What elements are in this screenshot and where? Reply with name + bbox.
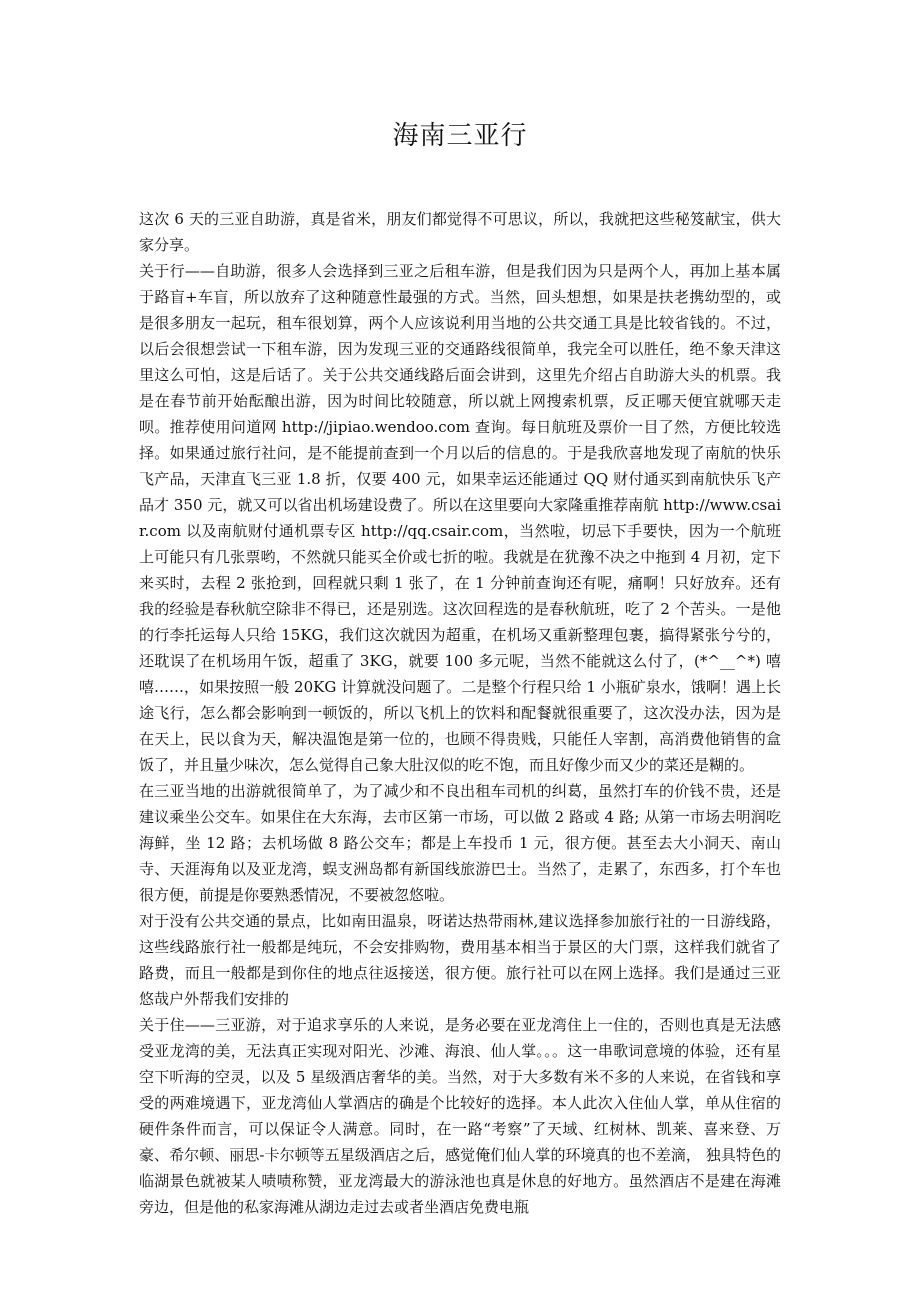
document-body [139, 206, 781, 1220]
paragraph-local-travel: 在三亚当地的出游就很简单了，为了减少和不良出租车司机的纠葛，虽然打车的价钱不贵，还是建议乘坐公交车。如果住在大东海，去市区第一市场，可以做 2 路或 4 路; 从第一市场去明润吃海鲜，坐 12 路；去机场做 8 路公交车；都是上车投币 1 元，很方便。甚至去大小洞天、南山寺、天涯海角以及亚龙湾，蜈支洲岛都有新国线旅游巴士。当然了，走累了，东西多，打个车也很方便，前提是你要熟悉情况，不要被忽悠啦。 [139, 782, 781, 904]
paragraph-intro: 这次 6 天的三亚自助游，真是省米，朋友们都觉得不可思议，所以，我就把这些秘笈献宝，供大家分享。 [139, 210, 781, 254]
paragraph-transport: 关于行——自助游，很多人会选择到三亚之后租车游，但是我们因为只是两个人，再加上基本属于路盲+车盲，所以放弃了这种随意性最强的方式。当然，回头想想，如果是扶老携幼型的，或是很多朋友一起玩，租车很划算，两个人应该说利用当地的公共交通工具是比较省钱的。不过，以后会很想尝试一下租车游，因为发现三亚的交通路线很简单，我完全可以胜任，绝不象天津这里这么可怕，这是后话了。关于公共交通线路后面会讲到，这里先介绍占自助游大头的机票。我是在春节前开始酝酿出游，因为时间比较随意，所以就上网搜索机票，反正哪天便宜就哪天走呗。推荐使用问道网 http://jipiao.wendoo.com 查询。每日航班及票价一目了然，方便比较选择。如果通过旅行社问，是不能提前查到一个月以后的信息的。于是我欣喜地发现了南航的快乐飞产品，天津直飞三亚 1.8 折，仅要 400 元，如果幸运还能通过 QQ 财付通买到南航快乐飞产品才 350 元，就又可以省出机场建设费了。所以在这里要向大家隆重推荐南航 http://www.csair.com 以及南航财付通机票专区 http://qq.csair.com，当然啦，切忌下手要快，因为一个航班上可能只有几张票哟，不然就只能买全价或七折的啦。我就是在犹豫不决之中拖到 4 月初，定下来买时，去程 2 张抢到，回程就只剩 1 张了，在 1 分钟前查询还有呢，痛啊！只好放弃。还有我的经验是春秋航空除非不得已，还是别选。这次回程选的是春秋航班，吃了 2 个苦头。一是他的行李托运每人只给 15KG，我们这次就因为超重，在机场又重新整理包裹，搞得紧张兮兮的，还耽误了在机场用午饭，超重了 3KG，就要 100 多元呢，当然不能就这么付了，(*^__^*) 嘻嘻……，如果按照一般 20KG 计算就没问题了。二是整个行程只给 1 小瓶矿泉水，饿啊！遇上长途飞行，怎么都会影响到一顿饭的，所以飞机上的饮料和配餐就很重要了，这次没办法，因为是在天上，民以食为天，解决温饱是第一位的，也顾不得贵贱，只能任人宰割，高消费他销售的盒饭了，并且量少味次，怎么觉得自己象大肚汉似的吃不饱，而且好像少而又少的菜还是糊的。 [139, 262, 781, 774]
paragraph-tour-agency: 对于没有公共交通的景点，比如南田温泉，呀诺达热带雨林,建议选择参加旅行社的一日游线路，这些线路旅行社一般都是纯玩，不会安排购物，费用基本相当于景区的大门票，这样我们就省了路费，而且一般都是到你住的地点往返接送，很方便。旅行社可以在网上选择。我们是通过三亚悠哉户外帮我们安排的 [139, 912, 781, 1008]
paragraph-accommodation: 关于住——三亚游，对于追求享乐的人来说，是务必要在亚龙湾住上一住的，否则也真是无法感受亚龙湾的美，无法真正实现对阳光、沙滩、海浪、仙人掌。。。这一串歌词意境的体验，还有星空下听海的空灵，以及 5 星级酒店奢华的美。当然，对于大多数有米不多的人来说，在省钱和享受的两难境遇下，亚龙湾仙人掌酒店的确是个比较好的选择。本人此次入住仙人掌，单从住宿的硬件条件而言，可以保证令人满意。同时，在一路“考察”了天域、红树林、凯莱、喜来登、万豪、希尔顿、丽思-卡尔顿等五星级酒店之后，感觉俺们仙人掌的环境真的也不差滴， 独具特色的临湖景色就被某人啧啧称赞，亚龙湾最大的游泳池也真是休息的好地方。虽然酒店不是建在海滩旁边，但是他的私家海滩从湖边走过去或者坐酒店免费电瓶 [139, 1016, 781, 1216]
document-title: 海南三亚行 [392, 121, 528, 151]
